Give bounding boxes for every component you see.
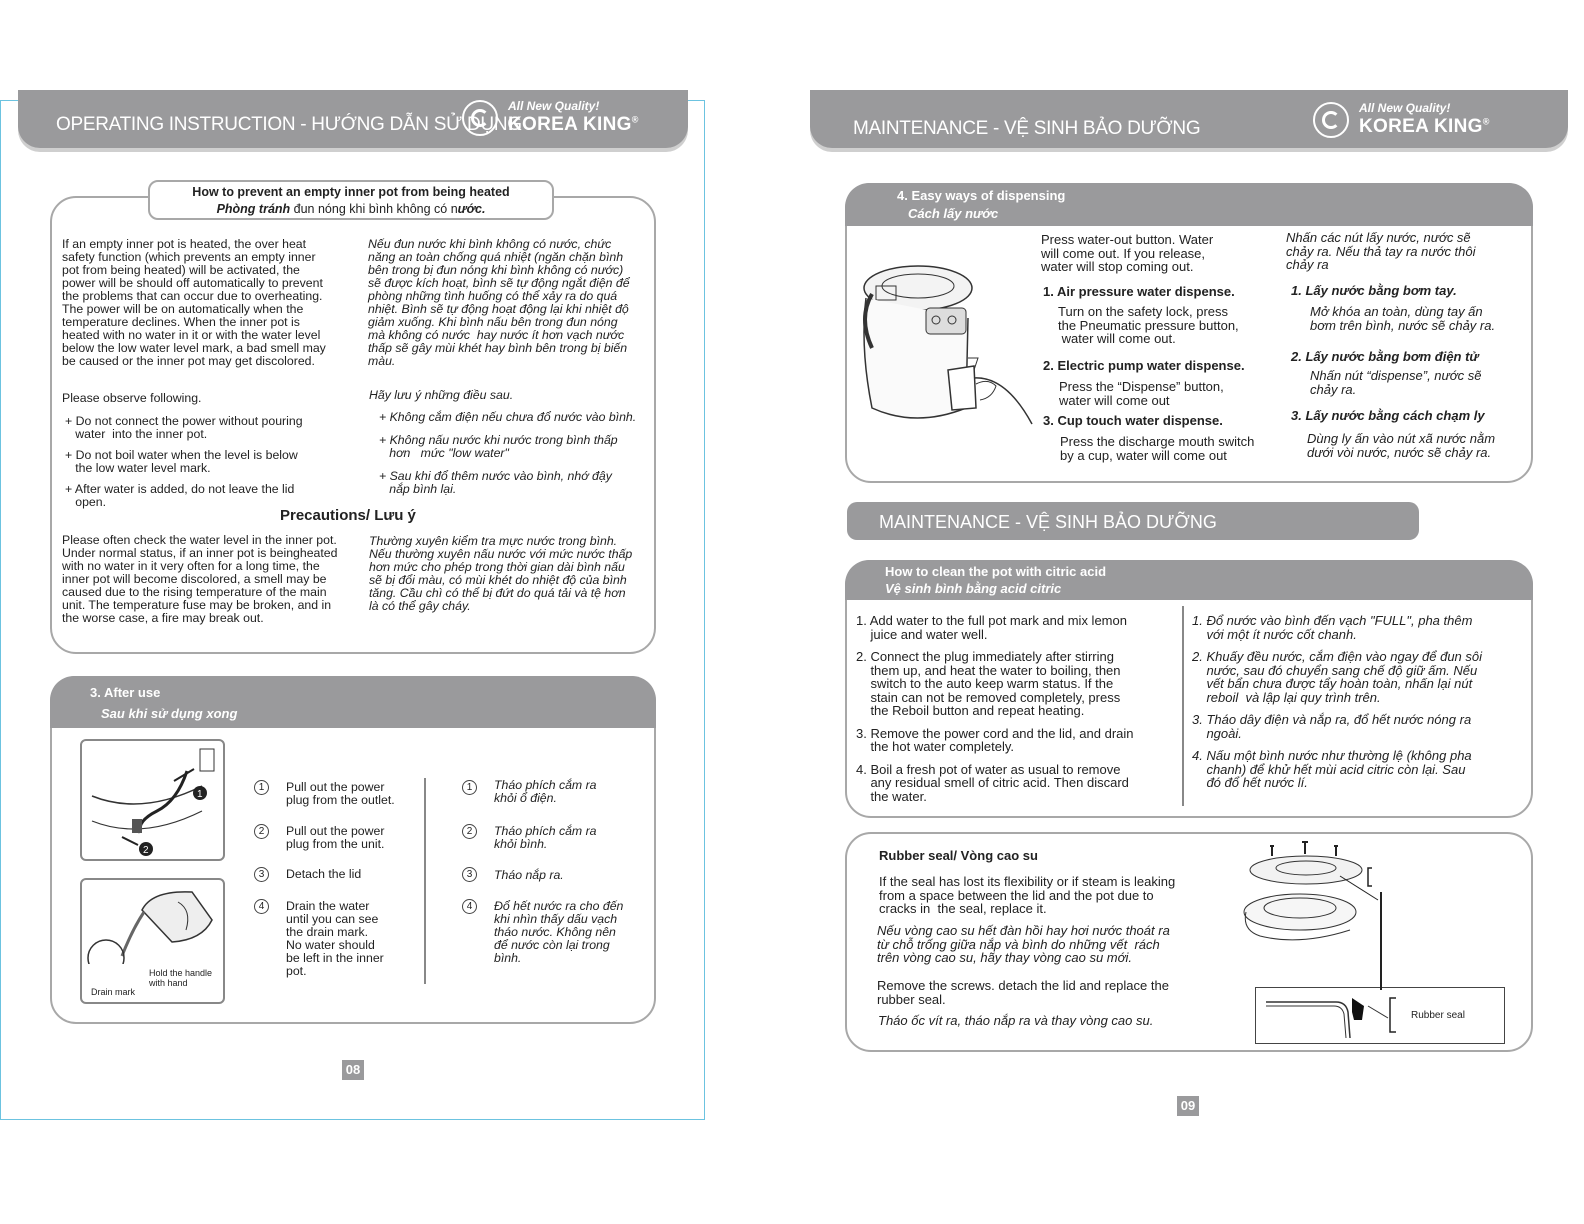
citric-steps-en [856, 614, 1134, 803]
list-item [856, 763, 1134, 804]
prevent-title-vi: Phòng tránh đun nóng khi bình không có nước. [216, 202, 486, 216]
rubber-seal-remove-en [877, 979, 1169, 1006]
list-item [65, 449, 303, 475]
text-line: If the seal has lost its flexibility or if steam is leaking [879, 874, 1176, 889]
text-line: bình. [494, 951, 522, 965]
drain-illustration [80, 878, 225, 1004]
step-3-marker-vi: 3 [462, 867, 477, 882]
step-4-text-en [286, 900, 384, 978]
page-number-right: 09 [1177, 1096, 1199, 1116]
rubber-seal-label: Rubber seal [1411, 1010, 1465, 1021]
step-4-marker-en: 4 [254, 899, 269, 914]
text-line: tháo nước. Không nên [494, 925, 616, 939]
text-line: nước, sau đó chuyển sang chế độ giữ ấm. Nếu [1192, 662, 1478, 678]
prevent-title-en: How to prevent an empty inner pot from being heated [192, 185, 510, 199]
step-4-marker-vi: 4 [462, 899, 477, 914]
text-line: with hand [149, 978, 188, 988]
list-item [65, 415, 303, 441]
text-line: Press the discharge mouth switch [1060, 434, 1255, 449]
list-item [1192, 650, 1482, 704]
text-line: plug from the outlet. [286, 793, 395, 807]
brand-seal-icon [1313, 102, 1349, 138]
text-line: trên vòng cao su, hãy thay vòng cao su mới. [877, 950, 1132, 965]
citric-title-vi: Vệ sinh bình bằng acid citric [885, 581, 1062, 596]
prevent-para-en [62, 238, 326, 368]
cup-touch-text-vi [1307, 432, 1495, 459]
dispense-intro-en [1041, 233, 1213, 274]
text-line: Mở khóa an toàn, dùng tay ấn [1310, 304, 1483, 319]
text-line: pot from being heated) will be activated, the [62, 263, 300, 277]
list-item [379, 434, 636, 460]
air-pressure-text-vi [1310, 305, 1495, 332]
text-line: + Do not connect the power without pouring [65, 414, 303, 428]
text-line: 3. Tháo dây điện và nắp ra, đổ hết nước nóng ra [1192, 712, 1472, 727]
text-line: màu. [368, 354, 396, 368]
air-pot-illustration [856, 258, 1034, 434]
text-line: sẽ được kích hoạt, bình sẽ tự động ngắt điện để [368, 276, 630, 290]
text-line: inner pot will become discolored, a smell may be [62, 572, 327, 586]
brand-seal-icon [462, 100, 498, 136]
text-line: Tháo phích cắm ra [494, 824, 597, 838]
text-line: water will come out [1059, 392, 1170, 408]
text-line: + Do not boil water when the level is below [65, 448, 298, 462]
text-line: chảy ra [1286, 257, 1329, 272]
text-line: khỏi ổ điện. [494, 791, 557, 805]
lid-exploded-illustration [1240, 840, 1380, 960]
step-2-marker-vi: 2 [462, 824, 477, 839]
text-line: sẽ bị đổi màu, có mùi khét do nhiệt độ của bình [369, 573, 627, 587]
text-line: unit. The temperature fuse may be broken, and in [62, 598, 332, 612]
text-line: any residual smell of citric acid. Then discard [856, 775, 1129, 790]
text-line: nhiệt. Bình sẽ tự động hoạt động lại khi nhiệt độ [368, 302, 629, 316]
text-line: Dùng ly ấn vào nút xã nước nằm [1307, 431, 1496, 446]
rubber-seal-remove-vi: Tháo ốc vít ra, tháo nắp ra và thay vòng cao su. [878, 1013, 1154, 1028]
text-line: switch to the auto keep warm status. If the [856, 676, 1114, 691]
list-item [856, 727, 1134, 754]
text-line: Nếu thường xuyên nấu nước với mức nước thấp [369, 547, 633, 561]
rubber-seal-para-en [879, 875, 1175, 916]
text-line: them up, and heat the water to boiling, then [856, 662, 1121, 678]
text-line: Nếu đun nước khi bình không có nước, chức [368, 237, 612, 251]
electric-pump-text-vi [1310, 369, 1481, 396]
left-header-bar [18, 90, 688, 148]
seal-callout-line [1380, 892, 1382, 990]
unplug-illustration [80, 739, 225, 861]
dispensing-title-en: 4. Easy ways of dispensing [897, 188, 1066, 203]
text-line: 4. Boil a fresh pot of water as usual to remove [856, 761, 1121, 777]
text-line: khỏi bình. [494, 837, 548, 851]
text-line: 2. Khuấy đều nước, cắm điện vào ngay để đun sôi [1192, 649, 1483, 664]
text-line: 2. Connect the plug immediately after stirring [856, 649, 1114, 664]
observe-heading-en: Please observe following. [62, 391, 202, 405]
step-2-text-en [286, 825, 384, 851]
text-line: the water. [856, 788, 927, 804]
text-line: cracks in the seal, replace it. [879, 901, 1047, 916]
electric-pump-text [1059, 380, 1224, 407]
text-line: với một ít nước cốt chanh. [1192, 626, 1357, 642]
text-line: chảy ra. [1310, 381, 1357, 397]
text-line: the problems that can occur due to overheating. [62, 289, 323, 303]
lid-exploded-drawing [1240, 840, 1380, 960]
after-use-title-vi: Sau khi sử dụng xong [101, 706, 238, 721]
list-item [379, 411, 636, 424]
text-line: with no water in it very often for a long time, the [62, 559, 320, 573]
text-line: 1. Đổ nước vào bình đến vạch "FULL", pha thêm [1192, 613, 1473, 628]
text-line: No water should [286, 938, 375, 952]
citric-steps-vi [1192, 614, 1482, 790]
step-2-text-vi [494, 825, 597, 851]
text-line: Đổ hết nước ra cho đến [494, 899, 624, 913]
text-line: Tháo phích cắm ra [494, 778, 597, 792]
text-line: the Reboil button and repeat heating. [856, 703, 1085, 718]
text-line: + Không nấu nước khi nước trong bình thấp [379, 433, 618, 447]
text-line: the low water level mark. [65, 461, 211, 475]
text-line: ngoài. [1192, 725, 1242, 741]
list-item [1192, 713, 1482, 740]
text-line: đó đổ hết nước lí. [1192, 775, 1308, 790]
text-line: temperature declines. When the inner pot is [62, 315, 300, 329]
text-line: + Sau khi đổ thêm nước vào bình, nhớ đậy [379, 469, 612, 483]
text-line: Hold the handle [149, 968, 213, 978]
text-line: stain can not be removed completely, press [856, 689, 1121, 705]
text-line: hơn mức cho phép trong thời gian dài bình nấu [369, 560, 625, 574]
text-line: bên trong bị đun nóng khi bình không có nước) [368, 263, 624, 277]
text-line: Tháo nắp ra. [494, 868, 564, 882]
rubber-seal-title: Rubber seal/ Vòng cao su [879, 848, 1038, 863]
text-line: below the low water level mark, a bad smell may [62, 341, 326, 355]
text-line: water into the inner pot. [65, 427, 208, 441]
text-line: nắp bình lại. [379, 482, 457, 496]
left-header-title: OPERATING INSTRUCTION - HƯỚNG DẪN SỬ DỤNG [56, 114, 522, 135]
text-line: Thường xuyên kiểm tra mực nước trong bình. [369, 534, 618, 548]
cup-touch-heading: 3. Cup touch water dispense. [1043, 413, 1223, 428]
text-line: water will come out. [1058, 331, 1176, 346]
step-2-marker-en: 2 [254, 824, 269, 839]
text-line: be left in the inner [286, 951, 384, 965]
text-line: chảy ra. Nếu thả tay ra nước thôi [1286, 243, 1476, 259]
after-use-tab [50, 676, 656, 728]
precautions-heading: Precautions/ Lưu ý [280, 507, 416, 524]
text-line: caused due to the rising temperature of the main [62, 585, 327, 599]
list-item [379, 470, 636, 496]
right-brand-logo [1313, 100, 1493, 144]
text-line: Under normal status, if an inner pot is beingheated [62, 546, 338, 560]
observe-bullets-vi [379, 411, 636, 496]
drain-mark-label: Drain mark [91, 987, 136, 997]
text-line: open. [65, 495, 107, 509]
cup-touch-text [1060, 435, 1254, 462]
text-line: rubber seal. [877, 991, 946, 1007]
text-line: khi nhìn thấy dấu vạch [494, 912, 618, 926]
logo-tagline: All New Quality! [1359, 101, 1451, 115]
page-number-left: 08 [342, 1060, 364, 1080]
step-3-text-en [286, 868, 361, 881]
text-line: If an empty inner pot is heated, the over heat [62, 237, 307, 251]
logo-name: KOREA KING® [508, 114, 639, 135]
text-line: từ chỗ trống giữa nắp và bình do những vết rách [877, 936, 1160, 952]
rubber-seal-detail [1255, 987, 1505, 1044]
text-line: bơm trên bình, nước sẽ chảy ra. [1310, 317, 1496, 333]
list-item [856, 650, 1134, 718]
text-line: from a space between the lid and the pot due to [879, 887, 1154, 903]
observe-bullets-en [65, 415, 303, 509]
text-line: plug from the unit. [286, 837, 385, 851]
text-line: dưới vòi nước, nước sẽ chảy ra. [1307, 444, 1492, 460]
step-3-marker-en: 3 [254, 867, 269, 882]
text-line: + Không cắm điện nếu chưa đổ nước vào bình. [379, 410, 637, 424]
text-line: water will stop coming out. [1041, 259, 1194, 274]
precautions-para-en [62, 534, 337, 625]
svg-text:1: 1 [197, 789, 203, 800]
rubber-seal-cross-section [1256, 988, 1506, 1045]
dispensing-title-vi: Cách lấy nước [908, 206, 999, 221]
right-header-title: MAINTENANCE - VỆ SINH BẢO DƯỠNG [853, 118, 1201, 139]
maintenance-banner: MAINTENANCE - VỆ SINH BẢO DƯỠNG [847, 502, 1419, 540]
dispense-intro-vi [1286, 231, 1476, 272]
precautions-para-vi [369, 535, 632, 613]
text-line: the Pneumatic pressure button, [1058, 317, 1239, 333]
unplug-drawing [82, 741, 223, 859]
air-pressure-text [1058, 305, 1239, 346]
prevent-title-box [148, 180, 554, 220]
step-1-text-vi [494, 779, 597, 805]
text-line: reboil và lập lại quy trình trên. [1192, 689, 1381, 705]
drain-drawing [82, 880, 223, 964]
text-line: Turn on the safety lock, press [1058, 304, 1229, 319]
text-line: be caused or the inner pot may get discolored. [62, 354, 315, 368]
citric-title-en: How to clean the pot with citric acid [885, 564, 1107, 579]
text-line: the drain mark. [286, 925, 369, 939]
text-line: thấp sẽ gây mùi khét hay bình bên trong bị biến [368, 341, 628, 355]
text-line: safety function (which prevents an empty inner [62, 250, 316, 264]
step-4-text-vi [494, 900, 623, 965]
text-line: để nước còn lại trong [494, 938, 610, 952]
list-item [856, 614, 1134, 641]
text-line: Pull out the power [286, 780, 385, 794]
text-line: Nhấn nút “dispense”, nước sẽ [1310, 368, 1482, 383]
text-line: Press water-out button. Water [1041, 232, 1214, 247]
text-line: vết bẩn chưa được tẩy hoàn toàn, nhấn lại nút [1192, 676, 1473, 691]
text-line: 4. Nấu một bình nước như thường lệ (không pha [1192, 748, 1472, 763]
electric-pump-heading-vi: 2. Lấy nước bằng bơm điện tử [1291, 349, 1479, 364]
text-line: Nếu vòng cao su hết đàn hồi hay hơi nước thoát ra [877, 923, 1170, 938]
list-item [1192, 614, 1482, 641]
step-1-marker-vi: 1 [462, 780, 477, 795]
text-line: giảm xuống. Khi bình nấu bên trong đun nóng [368, 315, 618, 329]
logo-name: KOREA KING® [1359, 116, 1490, 137]
citric-divider [1182, 606, 1184, 806]
citric-acid-tab [845, 560, 1533, 600]
text-line: mà không có nước hay nước ít hơn vạch nước [368, 328, 625, 342]
text-line: 3. Remove the power cord and the lid, and drain [856, 725, 1134, 741]
list-item [65, 483, 303, 509]
prevent-para-vi [368, 238, 630, 368]
text-line: chanh) để khử hết mùi acid citric còn lại. Sau [1192, 761, 1466, 777]
text-line: until you can see [286, 912, 379, 926]
text-line: The power will be on automatically when the [62, 302, 304, 316]
after-use-title-en: 3. After use [90, 685, 161, 700]
text-line: Nhấn các nút lấy nước, nước sẽ [1286, 230, 1471, 245]
list-item [1192, 749, 1482, 790]
text-line: tăng. Cầu chì có thể bị đứt do quá tải và tệ hơn [369, 586, 626, 600]
text-line: will come out. If you release, [1041, 245, 1206, 261]
text-line: the worse case, a fire may break out. [62, 611, 264, 625]
text-line: là có thể gây cháy. [369, 599, 471, 613]
text-line: power will be should off automatically to prevent [62, 276, 323, 290]
after-use-divider [424, 778, 426, 984]
text-line: năng an toàn chống quá nhiệt (ngăn chặn bình [368, 250, 624, 264]
text-line: 1. Add water to the full pot mark and mix lemon [856, 613, 1127, 628]
text-line: hơn mức "low water" [379, 446, 509, 460]
rubber-seal-para-vi [877, 924, 1170, 965]
dispensing-tab [845, 183, 1533, 226]
observe-heading-vi: Hãy lưu ý những điều sau. [369, 388, 514, 402]
text-line: Press the “Dispense” button, [1059, 379, 1224, 394]
text-line: Pull out the power [286, 824, 385, 838]
air-pressure-heading-vi: 1. Lấy nước bằng bơm tay. [1291, 283, 1457, 298]
step-1-marker-en: 1 [254, 780, 269, 795]
svg-text:2: 2 [143, 845, 149, 856]
text-line: Remove the screws. detach the lid and replace the [877, 978, 1169, 993]
text-line: juice and water well. [856, 626, 988, 642]
text-line: Detach the lid [286, 867, 362, 881]
text-line: Drain the water [286, 899, 370, 913]
step-3-text-vi [494, 869, 564, 882]
right-header-bar [810, 90, 1568, 148]
text-line: Please often check the water level in the inner pot. [62, 533, 337, 547]
cup-touch-heading-vi: 3. Lấy nước bằng cách chạm ly [1291, 408, 1485, 423]
text-line: phòng những tình huống có thể xảy ra do quá [368, 289, 618, 303]
logo-tagline: All New Quality! [508, 99, 600, 113]
electric-pump-heading: 2. Electric pump water dispense. [1043, 358, 1245, 373]
text-line: heated with no water in it or with the water level [62, 328, 321, 342]
step-1-text-en [286, 781, 395, 807]
hold-handle-label [149, 968, 212, 988]
text-line: + After water is added, do not leave the lid [65, 482, 295, 496]
air-pot-drawing [856, 258, 1034, 434]
left-brand-logo [462, 98, 642, 142]
text-line: the hot water completely. [856, 739, 1014, 754]
text-line: by a cup, water will come out [1060, 447, 1227, 463]
text-line: pot. [286, 964, 307, 978]
air-pressure-heading: 1. Air pressure water dispense. [1043, 284, 1235, 299]
